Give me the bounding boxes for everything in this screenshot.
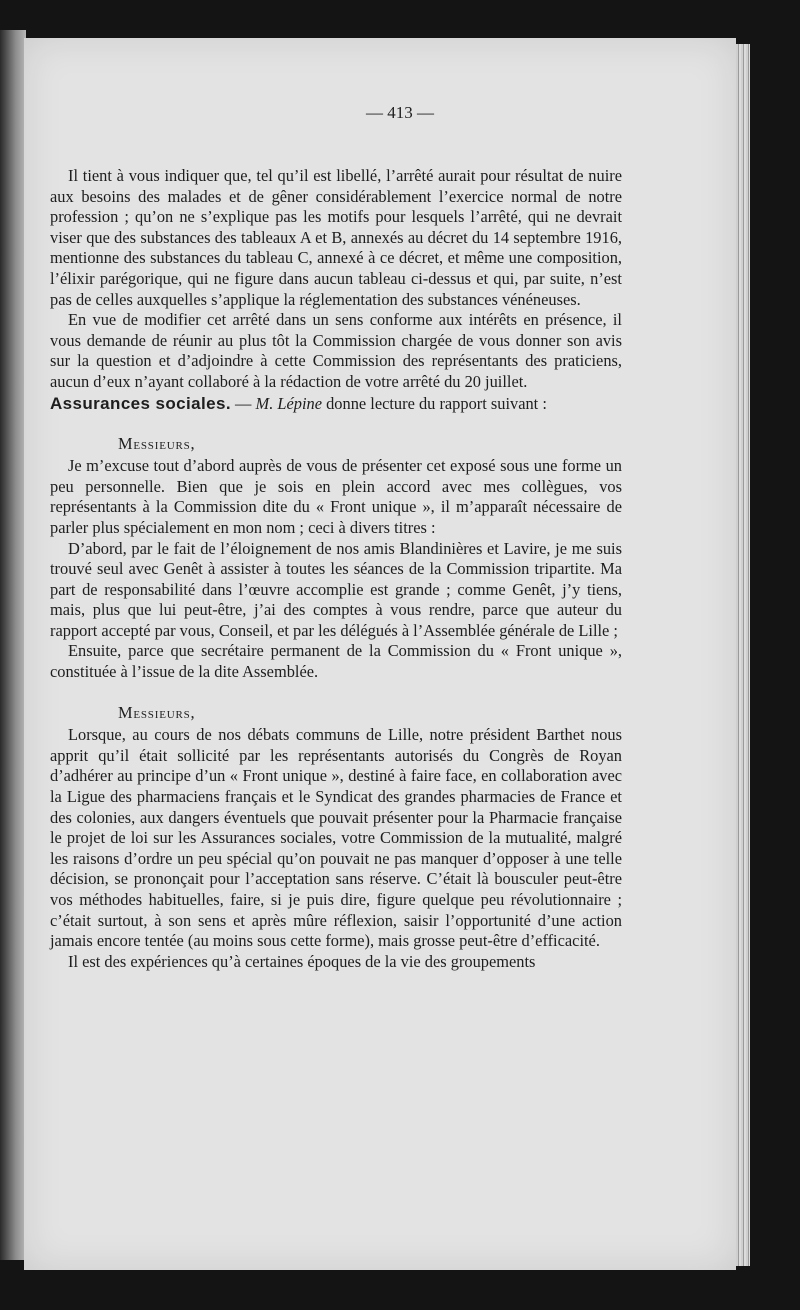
paragraph: Il tient à vous indiquer que, tel qu’il est libellé, l’arrêté aurait pour résultat de nuire aux besoins des malades et de gêner considérablement l’exercice normal de notre profession ; qu’on ne s’explique pas les motifs pour lesquels l’arrêté, qui ne devrait viser que des substances des tableaux A et B, annexés au décret du 14 septembre 1916, mentionne des substances du tableau C, annexé à ce décret, et même une composition, l’élixir parégorique, qui ne figure dans aucun tableau ci-dessus et qui, par suite, n’est pas de celles auxquelles s’applique la réglementation des substances vénéneuses. [50,166,622,309]
page-number: — 413 — [366,103,434,122]
page-stack-edge [736,44,750,1266]
paragraph: Ensuite, parce que secrétaire permanent de la Commission du « Front unique », constituée à l’issue de la dite Assemblée. [50,641,622,682]
paragraph: En vue de modifier cet arrêté dans un sens conforme aux intérêts en présence, il vous demande de réunir au plus tôt la Commission chargée de vous donner son avis sur la question et d’adjoindre à cette Commission des représentants des praticiens, aucun d’eux n’ayant collaboré à la rédaction de votre arrêté du 20 juillet. [50,310,622,391]
heading-rest: donne lecture du rapport suivant : [322,393,547,413]
facing-page-edge [0,30,26,1260]
salutation: Messieurs, [118,433,196,453]
section-title: Assurances sociales. [50,393,231,413]
paragraph: Je m’excuse tout d’abord auprès de vous de présenter cet exposé sous une forme un peu personnelle. Bien que je sois en plein accord avec mes collègues, vos représentants à la Commission dite du « Front unique », il m’apparaît nécessaire de parler plus spécialement en mon nom ; ceci à divers titres : [50,456,622,537]
paragraph: Lorsque, au cours de nos débats communs de Lille, notre président Barthet nous apprit qu’il était sollicité par les représentants autorisés du Congrès de Royan d’adhérer au principe d’un « Front unique », destiné à faire face, en collaboration avec la Ligue des pharmaciens français et le Syndicat des grandes pharmacies de France et des colonies, aux dangers éventuels que pouvait présenter pour la Pharmacie française le projet de loi sur les Assurances sociales, votre Commission de la mutualité, malgré les raisons d’ordre un peu spécial qu’on pouvait ne pas manquer d’opposer à une telle décision, se prononçait pour l’acceptation sans réserve. C’était là bousculer peut-être vos méthodes habituelles, faire, si je puis dire, figure quelque peu révolutionnaire ; c’était surtout, à son sens et après mûre réflexion, saisir l’opportunité d’une action jamais encore tentée (au moins sous cette forme), mais grosse peut-être d’efficacité. [50,725,622,951]
speaker-name: M. Lépine [255,393,323,413]
paragraph: D’abord, par le fait de l’éloignement de nos amis Blandinières et Lavire, je me suis trouvé seul avec Genêt à assister à toutes les séances de la Commission tripartite. Ma part de responsabilité dans l’œuvre accomplie est grande ; comme Genêt, j’y tiens, mais, plus que lui peut-être, j’ai des comptes à vous rendre, parce que auteur du rapport accepté par vous, Conseil, et par les délégués à l’Assemblée générale de Lille ; [50,538,622,640]
paragraph: Il est des expériences qu’à certaines époques de la vie des groupements [68,951,536,971]
salutation: Messieurs, [118,702,196,722]
heading-dash: — [230,393,256,413]
page-body [50,166,622,972]
section-heading [50,393,622,414]
